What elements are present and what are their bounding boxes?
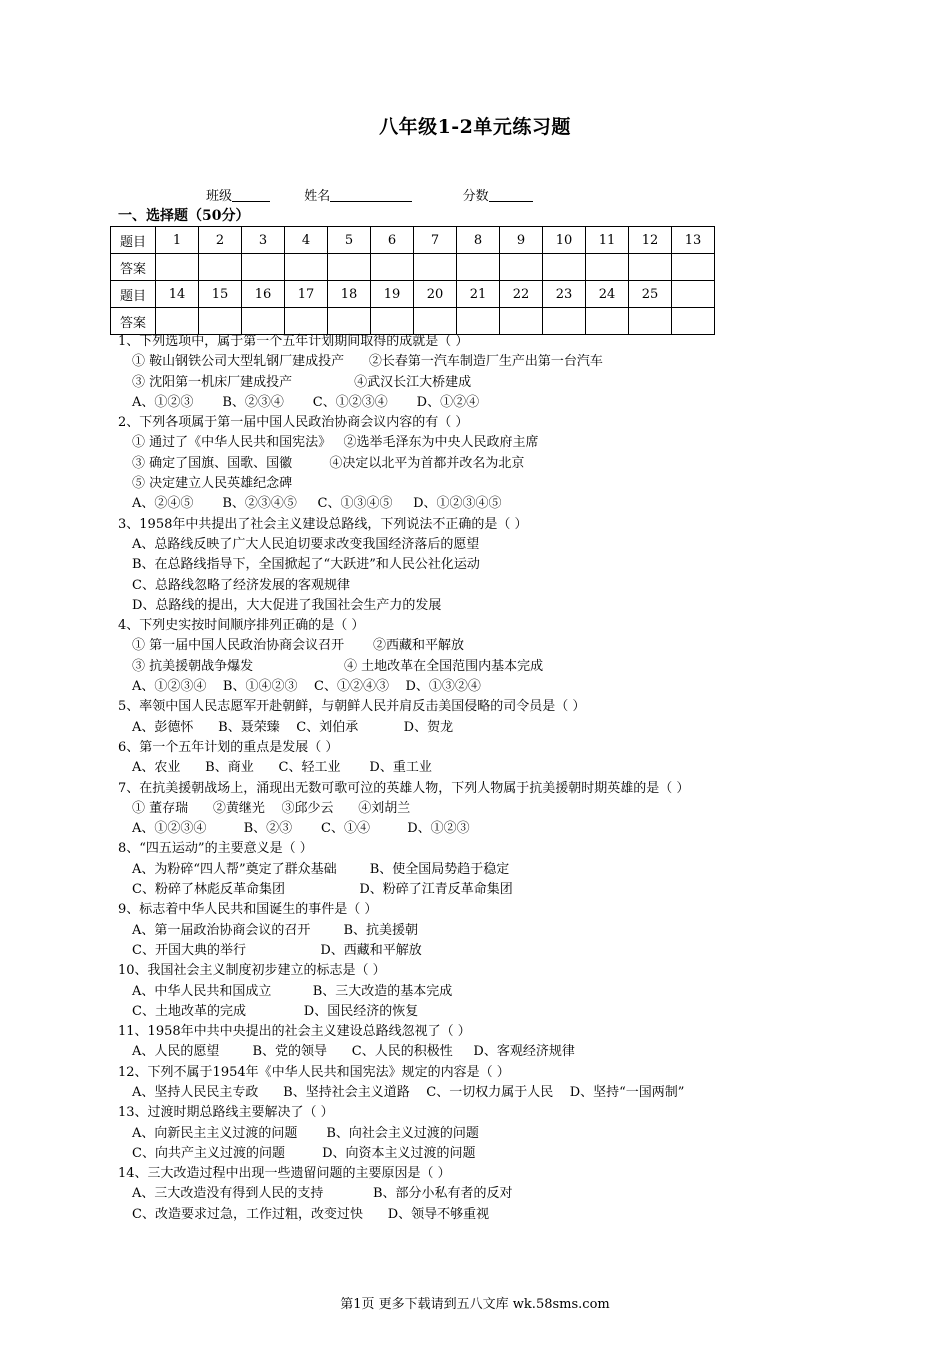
grid-cell[interactable] xyxy=(500,308,543,335)
grid-cell[interactable] xyxy=(371,308,414,335)
grid-cell[interactable] xyxy=(672,308,715,335)
question-stem: 3、1958年中共提出了社会主义建设总路线，下列说法不正确的是（ ） xyxy=(118,516,528,532)
question-stem: 13、过渡时期总路线主要解决了（ ） xyxy=(118,1105,334,1121)
grid-cell[interactable] xyxy=(328,254,371,281)
grid-cell[interactable] xyxy=(156,308,199,335)
question-options: A、农业 B、商业 C、轻工业 D、重工业 xyxy=(132,760,432,776)
question-stem: 2、下列各项属于第一届中国人民政治协商会议内容的有（ ） xyxy=(118,415,469,431)
grid-cell: 23 xyxy=(543,281,586,308)
student-info-line xyxy=(206,185,533,204)
question-options: A、中华人民共和国成立 B、三大改造的基本完成 xyxy=(132,983,453,999)
page-title: 八年级1-2单元练习题 xyxy=(379,116,571,138)
answer-grid xyxy=(110,226,715,335)
grid-row-label: 题目 xyxy=(111,227,156,254)
grid-cell[interactable] xyxy=(199,308,242,335)
grid-cell: 20 xyxy=(414,281,457,308)
question-options: ③ 抗美援朝战争爆发 ④ 土地改革在全国范围内基本完成 xyxy=(132,658,544,674)
question-options: A、①②③④ B、①④②③ C、①②④③ D、①③②④ xyxy=(132,679,481,695)
grid-cell xyxy=(672,281,715,308)
grid-cell: 13 xyxy=(672,227,715,254)
question-stem: 12、下列不属于1954年《中华人民共和国宪法》规定的内容是（ ） xyxy=(118,1064,510,1080)
grid-cell: 7 xyxy=(414,227,457,254)
question-stem: 11、1958年中共中央提出的社会主义建设总路线忽视了（ ） xyxy=(118,1024,471,1040)
grid-cell: 10 xyxy=(543,227,586,254)
grid-row xyxy=(111,281,715,308)
grid-cell: 3 xyxy=(242,227,285,254)
question-options: ⑤ 决定建立人民英雄纪念碑 xyxy=(132,476,293,492)
question-stem: 5、率领中国人民志愿军开赴朝鲜，与朝鲜人民并肩反击美国侵略的司令员是（ ） xyxy=(118,699,586,715)
grid-cell: 15 xyxy=(199,281,242,308)
grid-cell: 25 xyxy=(629,281,672,308)
grid-cell: 22 xyxy=(500,281,543,308)
question-options: D、总路线的提出，大大促进了我国社会生产力的发展 xyxy=(132,597,442,613)
question-options: C、总路线忽略了经济发展的客观规律 xyxy=(132,577,350,593)
question-stem: 7、在抗美援朝战场上，涌现出无数可歌可泣的英雄人物，下列人物属于抗美援朝时期英雄的是（ ） xyxy=(118,780,690,796)
question-stem: 8、“四五运动”的主要意义是（ ） xyxy=(118,841,313,857)
question-stem: 1、下列选项中，属于第一个五年计划期间取得的成就是（ ） xyxy=(118,334,469,349)
grid-cell[interactable] xyxy=(543,254,586,281)
grid-cell: 1 xyxy=(156,227,199,254)
grid-row-label: 答案 xyxy=(111,308,156,335)
grid-cell[interactable] xyxy=(285,308,328,335)
grid-cell: 14 xyxy=(156,281,199,308)
grid-cell: 21 xyxy=(457,281,500,308)
grid-cell[interactable] xyxy=(457,254,500,281)
grid-cell[interactable] xyxy=(586,308,629,335)
grid-cell: 5 xyxy=(328,227,371,254)
grid-cell[interactable] xyxy=(586,254,629,281)
grid-cell[interactable] xyxy=(371,254,414,281)
grid-cell: 2 xyxy=(199,227,242,254)
question-stem: 9、标志着中华人民共和国诞生的事件是（ ） xyxy=(118,902,378,918)
question-options: A、为粉碎“四人帮”奠定了群众基础 B、使全国局势趋于稳定 xyxy=(132,861,510,877)
grid-cell: 17 xyxy=(285,281,328,308)
question-options: C、开国大典的举行 D、西藏和平解放 xyxy=(132,942,422,958)
class-label: 班级 xyxy=(206,189,233,204)
score-blank xyxy=(489,188,533,202)
question-stem: 14、三大改造过程中出现一些遗留问题的主要原因是（ ） xyxy=(118,1166,451,1182)
question-options: ① 第一届中国人民政治协商会议召开 ②西藏和平解放 xyxy=(132,638,465,654)
question-options: A、三大改造没有得到人民的支持 B、部分小私有者的反对 xyxy=(132,1186,513,1202)
grid-cell: 16 xyxy=(242,281,285,308)
name-label: 姓名 xyxy=(304,189,331,204)
grid-cell[interactable] xyxy=(672,254,715,281)
score-label: 分数 xyxy=(462,189,489,204)
grid-cell[interactable] xyxy=(543,308,586,335)
question-stem: 10、我国社会主义制度初步建立的标志是（ ） xyxy=(118,963,386,979)
question-stem: 6、第一个五年计划的重点是发展（ ） xyxy=(118,739,339,755)
grid-row xyxy=(111,254,715,281)
question-options: ③ 沈阳第一机床厂建成投产 ④武汉长江大桥建成 xyxy=(132,374,472,390)
grid-cell[interactable] xyxy=(328,308,371,335)
grid-cell: 4 xyxy=(285,227,328,254)
question-options: C、粉碎了林彪反革命集团 D、粉碎了江青反革命集团 xyxy=(132,882,513,898)
grid-cell: 9 xyxy=(500,227,543,254)
grid-cell[interactable] xyxy=(414,254,457,281)
question-options: C、土地改革的完成 D、国民经济的恢复 xyxy=(132,1003,419,1019)
question-stem: 4、下列史实按时间顺序排列正确的是（ ） xyxy=(118,618,365,634)
question-options: A、第一届政治协商会议的召开 B、抗美援朝 xyxy=(132,922,419,938)
grid-cell[interactable] xyxy=(156,254,199,281)
grid-cell: 12 xyxy=(629,227,672,254)
grid-cell: 19 xyxy=(371,281,414,308)
grid-cell[interactable] xyxy=(414,308,457,335)
question-options: A、①②③ B、②③④ C、①②③④ D、①②④ xyxy=(132,394,480,410)
question-options: B、在总路线指导下，全国掀起了“大跃进”和人民公社化运动 xyxy=(132,557,480,573)
grid-cell: 11 xyxy=(586,227,629,254)
question-options: ① 董存瑞 ②黄继光 ③邱少云 ④刘胡兰 xyxy=(132,800,411,816)
grid-cell[interactable] xyxy=(457,308,500,335)
question-options: A、坚持人民民主专政 B、坚持社会主义道路 C、一切权力属于人民 D、坚持“一国两制” xyxy=(132,1084,685,1100)
grid-cell[interactable] xyxy=(629,308,672,335)
grid-cell[interactable] xyxy=(242,254,285,281)
question-options: A、彭德怀 B、聂荣臻 C、刘伯承 D、贺龙 xyxy=(132,719,454,735)
grid-cell: 6 xyxy=(371,227,414,254)
question-options: ① 通过了《中华人民共和国宪法》 ②选举毛泽东为中央人民政府主席 xyxy=(132,435,539,451)
question-options: A、向新民主主义过渡的问题 B、向社会主义过渡的问题 xyxy=(132,1125,479,1141)
grid-cell[interactable] xyxy=(199,254,242,281)
grid-cell: 24 xyxy=(586,281,629,308)
question-options: A、人民的愿望 B、党的领导 C、人民的积极性 D、客观经济规律 xyxy=(132,1044,575,1060)
question-options: ③ 确定了国旗、国歌、国徽 ④决定以北平为首都并改名为北京 xyxy=(132,455,525,471)
grid-row xyxy=(111,227,715,254)
name-blank xyxy=(330,188,412,202)
question-options: A、②④⑤ B、②③④⑤ C、①③④⑤ D、①②③④⑤ xyxy=(132,496,502,512)
question-options: A、总路线反映了广大人民迫切要求改变我国经济落后的愿望 xyxy=(132,536,480,552)
grid-row xyxy=(111,308,715,335)
question-options: ① 鞍山钢铁公司大型轧钢厂建成投产 ②长春第一汽车制造厂生产出第一台汽车 xyxy=(132,354,603,370)
grid-row-label: 答案 xyxy=(111,254,156,281)
grid-cell: 18 xyxy=(328,281,371,308)
grid-cell[interactable] xyxy=(242,308,285,335)
question-options: C、向共产主义过渡的问题 D、向资本主义过渡的问题 xyxy=(132,1145,476,1161)
grid-cell[interactable] xyxy=(285,254,328,281)
question-list xyxy=(118,332,878,1225)
section-heading: 一、选择题（50分） xyxy=(118,208,250,224)
grid-cell: 8 xyxy=(457,227,500,254)
grid-cell[interactable] xyxy=(629,254,672,281)
grid-row-label: 题目 xyxy=(111,281,156,308)
grid-cell[interactable] xyxy=(500,254,543,281)
class-blank xyxy=(232,188,270,202)
page-footer: 第1页 更多下载请到五八文库 wk.58sms.com xyxy=(340,1297,610,1312)
question-options: C、改造要求过急，工作过粗，改变过快 D、领导不够重视 xyxy=(132,1206,490,1222)
question-options: A、①②③④ B、②③ C、①④ D、①②③ xyxy=(132,821,470,837)
